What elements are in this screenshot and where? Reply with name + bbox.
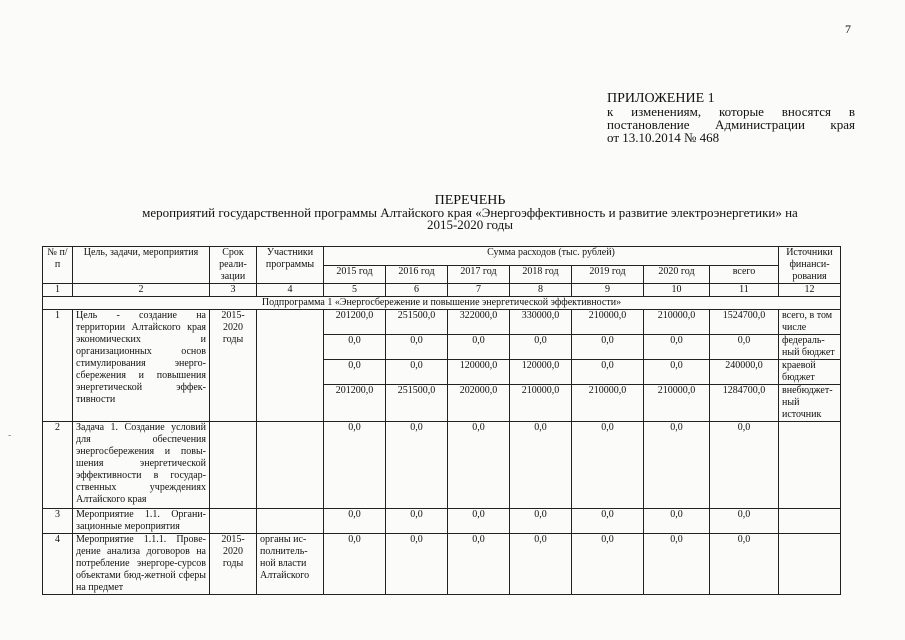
header-goal: Цель, задачи, мероприятия bbox=[73, 247, 210, 284]
funding-source: федераль-ный бюджет bbox=[779, 335, 841, 360]
amount-cell: 210000,0 bbox=[644, 310, 710, 335]
table-row bbox=[43, 534, 841, 595]
row-term: 2015-2020 годы bbox=[210, 310, 257, 422]
row-number: 1 bbox=[43, 310, 73, 422]
header-no: № п/п bbox=[43, 247, 73, 284]
amount-cell: 201200,0 bbox=[324, 385, 386, 422]
column-number: 7 bbox=[448, 284, 510, 297]
appendix-header bbox=[607, 92, 855, 144]
row-description: Цель - создание на территории Алтайского края экономических и организационных основ стимулирования энерго-сбережения и повышения энергетической эффек-тивности bbox=[73, 310, 210, 422]
row-description: Мероприятие 1.1.1. Прове-дение анализа договоров на потребление энергоре-сурсов объектами бюд-жетной сферы на предмет bbox=[73, 534, 210, 595]
header-year: 2016 год bbox=[386, 265, 448, 284]
column-number: 9 bbox=[572, 284, 644, 297]
amount-cell: 0,0 bbox=[510, 422, 572, 509]
amount-cell: 0,0 bbox=[572, 335, 644, 360]
amount-cell: 0,0 bbox=[710, 509, 779, 534]
funding-source: внебюджет-ный источник bbox=[779, 385, 841, 422]
amount-cell: 0,0 bbox=[324, 360, 386, 385]
column-number: 12 bbox=[779, 284, 841, 297]
amount-cell: 0,0 bbox=[510, 335, 572, 360]
column-number: 10 bbox=[644, 284, 710, 297]
document-subtitle-line-2: 2015-2020 годы bbox=[426, 217, 514, 232]
table-row bbox=[43, 509, 841, 534]
amount-cell: 202000,0 bbox=[448, 385, 510, 422]
amount-cell: 0,0 bbox=[644, 509, 710, 534]
header-sources: Источники финанси-рования bbox=[779, 247, 841, 284]
header-year: 2019 год bbox=[572, 265, 644, 284]
row-term bbox=[210, 509, 257, 534]
column-number: 5 bbox=[324, 284, 386, 297]
row-participants: органы ис-полнитель-ной власти Алтайского bbox=[257, 534, 324, 595]
subprogram-title: Подпрограмма 1 «Энергосбережение и повышение энергетической эффективности» bbox=[43, 297, 841, 310]
amount-cell: 0,0 bbox=[324, 509, 386, 534]
amount-cell: 0,0 bbox=[386, 509, 448, 534]
amount-cell: 0,0 bbox=[710, 422, 779, 509]
funding-source bbox=[779, 534, 841, 595]
row-number: 4 bbox=[43, 534, 73, 595]
amount-cell: 0,0 bbox=[644, 422, 710, 509]
header-participants: Участники программы bbox=[257, 247, 324, 284]
funding-source: краевой бюджет bbox=[779, 360, 841, 385]
appendix-line-1: к изменениям, которые вносятся в bbox=[607, 104, 855, 119]
amount-cell: 0,0 bbox=[572, 534, 644, 595]
row-participants bbox=[257, 310, 324, 422]
amount-cell: 240000,0 bbox=[710, 360, 779, 385]
amount-cell: 251500,0 bbox=[386, 385, 448, 422]
header-year: 2017 год bbox=[448, 265, 510, 284]
amount-cell: 0,0 bbox=[448, 534, 510, 595]
amount-cell: 0,0 bbox=[324, 422, 386, 509]
amount-cell: 0,0 bbox=[510, 534, 572, 595]
amount-cell: 0,0 bbox=[386, 534, 448, 595]
document-title: ПЕРЕЧЕНЬ bbox=[434, 193, 506, 208]
subprogram-row bbox=[43, 297, 841, 310]
amount-cell: 0,0 bbox=[510, 509, 572, 534]
goal-row-line bbox=[43, 310, 841, 335]
amount-cell: 120000,0 bbox=[448, 360, 510, 385]
amount-cell: 0,0 bbox=[448, 422, 510, 509]
amount-cell: 1284700,0 bbox=[710, 385, 779, 422]
amount-cell: 0,0 bbox=[386, 335, 448, 360]
amount-cell: 210000,0 bbox=[510, 385, 572, 422]
margin-mark: - bbox=[8, 430, 12, 441]
document-subtitle bbox=[40, 207, 900, 231]
header-term: Срок реали-зации bbox=[210, 247, 257, 284]
row-participants bbox=[257, 509, 324, 534]
amount-cell: 251500,0 bbox=[386, 310, 448, 335]
column-number: 4 bbox=[257, 284, 324, 297]
amount-cell: 1524700,0 bbox=[710, 310, 779, 335]
amount-cell: 0,0 bbox=[572, 509, 644, 534]
amount-cell: 0,0 bbox=[710, 335, 779, 360]
amount-cell: 0,0 bbox=[644, 360, 710, 385]
column-number-row bbox=[43, 284, 841, 297]
amount-cell: 0,0 bbox=[448, 509, 510, 534]
column-number: 8 bbox=[510, 284, 572, 297]
amount-cell: 0,0 bbox=[572, 360, 644, 385]
row-description: Мероприятие 1.1. Органи-зационные мероприятия bbox=[73, 509, 210, 534]
amount-cell: 201200,0 bbox=[324, 310, 386, 335]
amount-cell: 0,0 bbox=[710, 534, 779, 595]
header-year: 2018 год bbox=[510, 265, 572, 284]
document-subtitle-line-1: мероприятий государственной программы Алтайского края «Энергоэффективность и развитие электроэнергетики» на bbox=[142, 205, 798, 220]
amount-cell: 0,0 bbox=[644, 335, 710, 360]
amount-cell: 0,0 bbox=[386, 360, 448, 385]
row-term bbox=[210, 422, 257, 509]
row-term: 2015-2020 годы bbox=[210, 534, 257, 595]
appendix-line-2: постановление Администрации края bbox=[607, 117, 855, 132]
page-number: 7 bbox=[845, 22, 851, 36]
column-number: 1 bbox=[43, 284, 73, 297]
amount-cell: 0,0 bbox=[572, 422, 644, 509]
amount-cell: 322000,0 bbox=[448, 310, 510, 335]
header-total: всего bbox=[710, 265, 779, 284]
appendix-line-3: от 13.10.2014 № 468 bbox=[607, 130, 720, 145]
amount-cell: 0,0 bbox=[644, 534, 710, 595]
row-participants bbox=[257, 422, 324, 509]
row-number: 3 bbox=[43, 509, 73, 534]
measures-table bbox=[42, 246, 841, 595]
header-year: 2015 год bbox=[324, 265, 386, 284]
column-number: 2 bbox=[73, 284, 210, 297]
row-number: 2 bbox=[43, 422, 73, 509]
column-number: 11 bbox=[710, 284, 779, 297]
header-year: 2020 год bbox=[644, 265, 710, 284]
table-body bbox=[43, 247, 841, 595]
funding-source bbox=[779, 422, 841, 509]
column-number: 3 bbox=[210, 284, 257, 297]
column-number: 6 bbox=[386, 284, 448, 297]
amount-cell: 210000,0 bbox=[572, 385, 644, 422]
amount-cell: 0,0 bbox=[448, 335, 510, 360]
amount-cell: 330000,0 bbox=[510, 310, 572, 335]
appendix-title: ПРИЛОЖЕНИЕ 1 bbox=[607, 91, 715, 106]
header-row bbox=[43, 247, 841, 266]
funding-source bbox=[779, 509, 841, 534]
amount-cell: 0,0 bbox=[386, 422, 448, 509]
funding-source: всего, в том числе bbox=[779, 310, 841, 335]
amount-cell: 0,0 bbox=[324, 335, 386, 360]
amount-cell: 210000,0 bbox=[644, 385, 710, 422]
amount-cell: 210000,0 bbox=[572, 310, 644, 335]
row-description: Задача 1. Создание условий для обеспечения энергосбережения и повы-шения энергетической эффективности в государ-ственных учреждениях Алтайского края bbox=[73, 422, 210, 509]
amount-cell: 0,0 bbox=[324, 534, 386, 595]
table-row bbox=[43, 422, 841, 509]
header-expenses: Сумма расходов (тыс. рублей) bbox=[324, 247, 779, 266]
amount-cell: 120000,0 bbox=[510, 360, 572, 385]
